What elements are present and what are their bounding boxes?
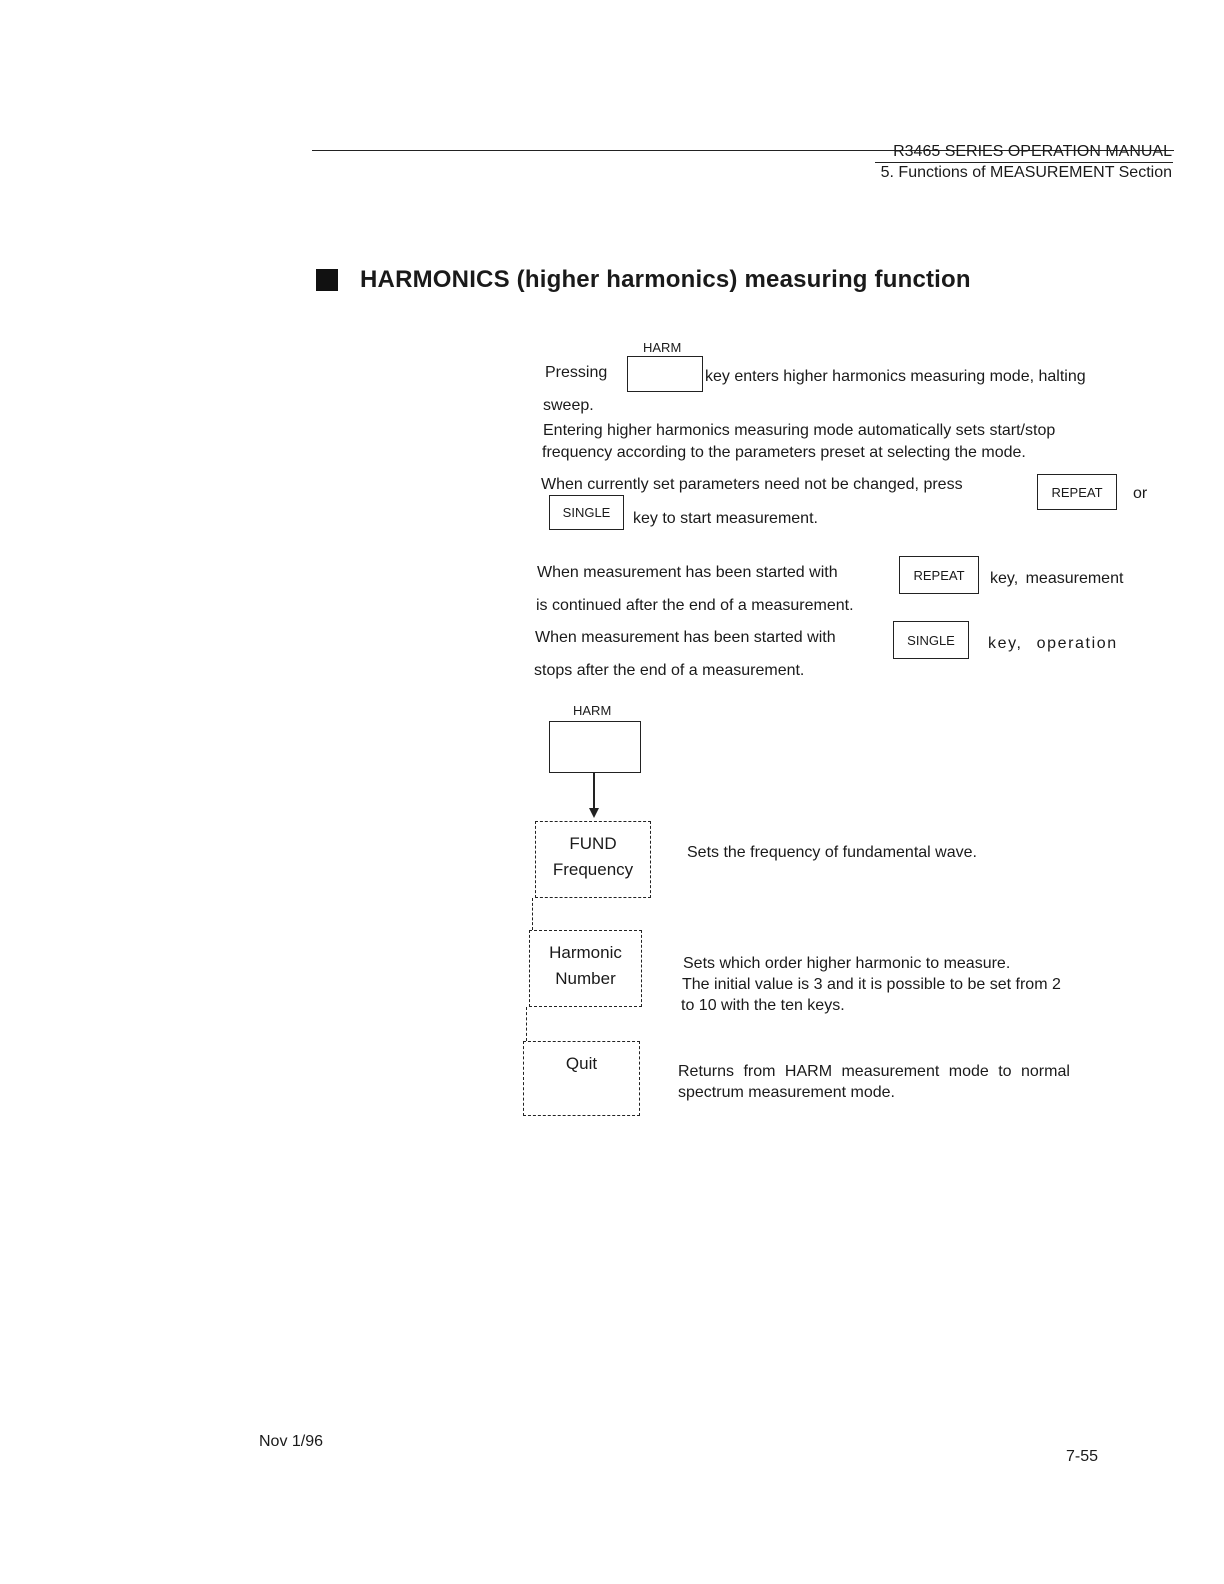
manual-title: R3465 SERIES OPERATION MANUAL — [893, 143, 1172, 160]
repeat-key: REPEAT — [1037, 474, 1117, 510]
harmonic-desc-1: Sets which order higher harmonic to measure. — [683, 955, 1011, 972]
harmonic-line1: Harmonic — [549, 943, 622, 962]
diagram-harm-label: HARM — [573, 703, 612, 718]
menu-fund-frequency — [535, 821, 651, 898]
quit-desc-1: Returns from HARM measurement mode to normal — [678, 1063, 1070, 1080]
page-number: 7-55 — [1066, 1448, 1099, 1465]
p2-line3: When measurement has been started with — [535, 629, 836, 646]
p2-line2: is continued after the end of a measurement. — [536, 597, 854, 614]
heading-text: HARMONICS (higher harmonics) measuring function — [360, 266, 971, 293]
p1-line3: Entering higher harmonics measuring mode automatically sets start/stop — [543, 422, 1056, 439]
p1-line6: key to start measurement. — [633, 510, 818, 527]
footer-date: Nov 1/96 — [259, 1433, 324, 1450]
fund-line2: Frequency — [552, 860, 634, 879]
menu-quit — [523, 1041, 640, 1116]
single-key-2: SINGLE — [893, 621, 969, 659]
or-text: or — [1133, 485, 1148, 502]
p2-line1-rest: key, measurement — [990, 570, 1124, 587]
pressing-text: Pressing — [545, 364, 608, 381]
repeat-key-2: REPEAT — [899, 556, 979, 594]
single-key: SINGLE — [549, 495, 624, 530]
harmonic-desc-3: to 10 with the ten keys. — [681, 997, 845, 1014]
diagram-harm-key — [549, 721, 641, 773]
quit-label: Quit — [565, 1054, 598, 1073]
harmonic-desc-2: The initial value is 3 and it is possible to be set from 2 — [682, 976, 1061, 993]
quit-desc-2: spectrum measurement mode. — [678, 1084, 895, 1101]
p1-line5: When currently set parameters need not be changed, press — [541, 476, 963, 493]
p2-line4: stops after the end of a measurement. — [534, 662, 805, 679]
diagram-connector — [593, 773, 595, 811]
fund-line1: FUND — [569, 834, 617, 853]
p1-line2: sweep. — [543, 397, 594, 414]
menu-harmonic-number — [529, 930, 642, 1007]
header-rule-2 — [875, 162, 1173, 163]
p1-line1: key enters higher harmonics measuring mode, halting — [705, 368, 1086, 385]
harm-key-icon — [627, 356, 703, 392]
harm-key-label: HARM — [643, 340, 682, 355]
dashed-connector-2 — [526, 1007, 527, 1041]
dashed-connector-1 — [532, 898, 533, 930]
heading-bullet-icon — [316, 269, 338, 291]
p2-line1: When measurement has been started with — [537, 564, 838, 581]
fund-desc: Sets the frequency of fundamental wave. — [687, 844, 977, 861]
p1-line4: frequency according to the parameters preset at selecting the mode. — [542, 444, 1026, 461]
section-heading — [316, 266, 971, 294]
harmonic-line2: Number — [555, 969, 616, 988]
section-title: 5. Functions of MEASUREMENT Section — [880, 164, 1172, 181]
p2-line3-rest: key, operation — [988, 635, 1118, 652]
down-arrow-icon — [589, 808, 599, 818]
